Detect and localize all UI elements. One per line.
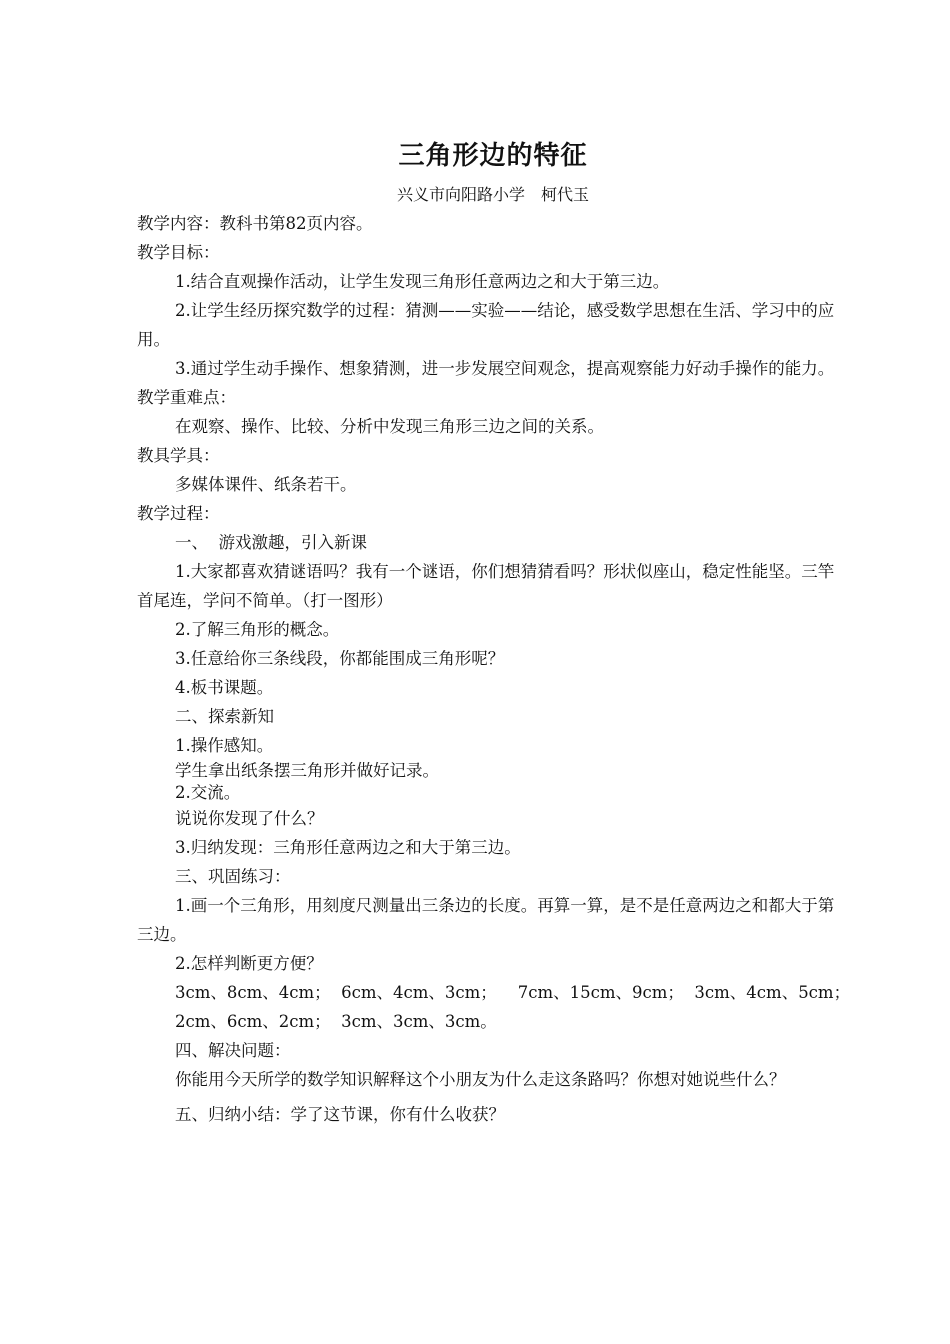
key-points-text: 在观察、操作、比较、分析中发现三角形三边之间的关系。 <box>175 417 604 436</box>
goal-2: 2.让学生经历探究数学的过程：猜测——实验——结论，感受数学思想在生活、学习中的应用。 <box>137 301 835 349</box>
goal-1: 1.结合直观操作活动，让学生发现三角形任意两边之和大于第三边。 <box>175 272 670 291</box>
goals-heading: 教学目标： <box>137 243 220 262</box>
section-2-heading: 二、探索新知 <box>175 707 274 726</box>
section-3-cases-row-1: 3cm、8cm、4cm； 6cm、4cm、3cm； 7cm、15cm、9cm； 3cm、4cm、5cm； <box>175 983 851 1002</box>
section-5-summary: 五、归纳小结：学了这节课，你有什么收获？ <box>175 1105 505 1124</box>
tools-heading: 教具学具： <box>137 446 220 465</box>
section-1-item-4: 4.板书课题。 <box>175 678 274 697</box>
section-1-item-1: 1.大家都喜欢猜谜语吗？我有一个谜语，你们想猜猜看吗？形状似座山，稳定性能坚。三竿首尾连，学问不简单。（打一图形） <box>137 562 835 610</box>
section-2-item-2: 2.交流。 <box>175 783 241 802</box>
goal-3: 3.通过学生动手操作、想象猜测，进一步发展空间观念，提高观察能力好动手操作的能力。 <box>175 359 835 378</box>
author-line: 兴义市向阳路小学 柯代玉 <box>396 185 589 204</box>
key-points-heading: 教学重难点： <box>137 388 236 407</box>
section-4-text: 你能用今天所学的数学知识解释这个小朋友为什么走这条路吗？你想对她说些什么？ <box>175 1070 786 1089</box>
tools-text: 多媒体课件、纸条若干。 <box>175 475 357 494</box>
process-heading: 教学过程： <box>137 504 220 523</box>
section-3-heading: 三、巩固练习： <box>175 867 291 886</box>
section-1-heading: 一、 游戏激趣，引入新课 <box>175 533 367 552</box>
section-2-item-3: 3.归纳发现：三角形任意两边之和大于第三边。 <box>175 838 521 857</box>
section-3-cases-row-2: 2cm、6cm、2cm； 3cm、3cm、3cm。 <box>175 1012 497 1031</box>
document-page <box>137 138 849 1129</box>
section-2-item-1-detail: 学生拿出纸条摆三角形并做好记录。 <box>175 761 439 780</box>
teaching-content: 教学内容：教科书第82页内容。 <box>137 214 373 233</box>
section-2-item-1: 1.操作感知。 <box>175 736 274 755</box>
section-4-heading: 四、解决问题： <box>175 1041 291 1060</box>
section-3-item-2: 2.怎样判断更方便？ <box>175 954 323 973</box>
document-title: 三角形边的特征 <box>398 141 588 171</box>
section-3-item-1: 1.画一个三角形，用刻度尺测量出三条边的长度。再算一算，是不是任意两边之和都大于第三边。 <box>137 896 835 944</box>
section-2-item-2-detail: 说说你发现了什么？ <box>175 809 324 828</box>
section-1-item-3: 3.任意给你三条线段，你都能围成三角形呢？ <box>175 649 505 668</box>
section-1-item-2: 2.了解三角形的概念。 <box>175 620 340 639</box>
